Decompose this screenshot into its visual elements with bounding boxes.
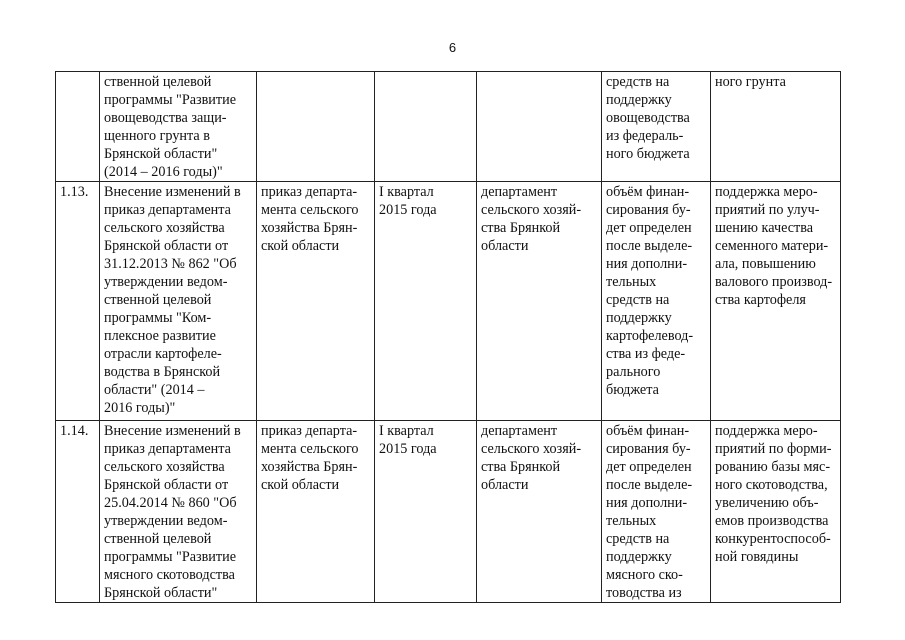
- measure-name-cell: Внесение изменений в приказ департамента сельского хозяйства Брянской области от 31.12.2013 № 862 "Об утверждении ведом- ственной целевой программы "Ком- плексное развитие отрасли картофеле- водства в Брянской области" (2014 – 2016 годы)": [100, 182, 257, 421]
- row-number-cell: 1.14.: [56, 421, 100, 603]
- row-number-cell: [56, 72, 100, 182]
- document-type-cell: приказ департа- мента сельского хозяйства Брян- ской области: [257, 421, 375, 603]
- table-row: [56, 72, 841, 182]
- funding-conditions-cell: объём финан- сирования бу- дет определен после выделе- ния дополни- тельных средств на поддержку мясного ско- товодства из: [602, 421, 711, 603]
- deadline-cell: [375, 72, 477, 182]
- funding-conditions-cell: объём финан- сирования бу- дет определен после выделе- ния дополни- тельных средств на поддержку картофелевод- ства из феде- рального бюджета: [602, 182, 711, 421]
- responsible-cell: [477, 72, 602, 182]
- deadline-cell: I квартал 2015 года: [375, 421, 477, 603]
- measure-name-cell: ственной целевой программы "Развитие овощеводства защи- щенного грунта в Брянской области" (2014 – 2016 годы)": [100, 72, 257, 182]
- expected-result-cell: поддержка меро- приятий по форми- рованию базы мяс- ного скотоводства, увеличению объ- емов производства конкурентоспособ- ной говядины: [711, 421, 841, 603]
- table-row: [56, 182, 841, 421]
- funding-conditions-cell: средств на поддержку овощеводства из федераль- ного бюджета: [602, 72, 711, 182]
- responsible-cell: департамент сельского хозяй- ства Брянкой области: [477, 421, 602, 603]
- expected-result-cell: поддержка меро- приятий по улуч- шению качества семенного матери- ала, повышению валового производ- ства картофеля: [711, 182, 841, 421]
- measures-table: [55, 71, 841, 603]
- document-type-cell: [257, 72, 375, 182]
- row-number-cell: 1.13.: [56, 182, 100, 421]
- table-row: [56, 421, 841, 603]
- document-type-cell: приказ департа- мента сельского хозяйства Брян- ской области: [257, 182, 375, 421]
- page-number: 6: [448, 40, 457, 55]
- deadline-cell: I квартал 2015 года: [375, 182, 477, 421]
- expected-result-cell: ного грунта: [711, 72, 841, 182]
- measure-name-cell: Внесение изменений в приказ департамента сельского хозяйства Брянской области от 25.04.2014 № 860 "Об утверждении ведом- ственной целевой программы "Развитие мясного скотоводства Брянской области": [100, 421, 257, 603]
- responsible-cell: департамент сельского хозяй- ства Брянкой области: [477, 182, 602, 421]
